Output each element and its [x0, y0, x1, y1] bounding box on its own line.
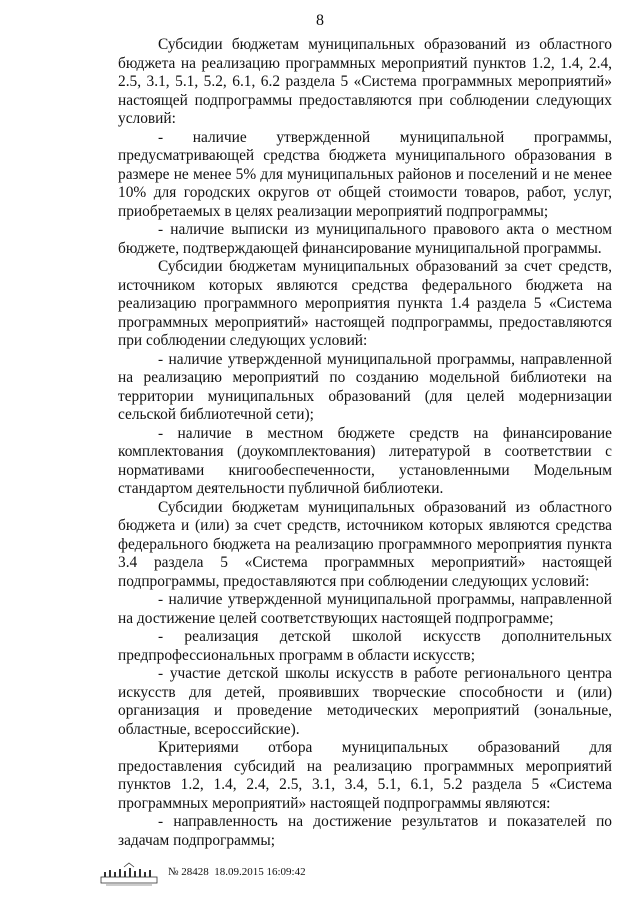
document-body [118, 36, 612, 850]
registration-stamp-text [168, 866, 306, 878]
list-item: - направленность на достижение результатов и показателей по задачам подпрограммы; [118, 813, 612, 849]
list-item: - наличие выписки из муниципального правового акта о местном бюджете, подтверждающей финансирование муниципальной программы. [118, 221, 612, 257]
paragraph: Критериями отбора муниципальных образований для предоставления субсидий на реализацию программных мероприятий пунктов 1.2, 1.4, 2.4, 2.5, 3.1, 3.4, 5.1, 6.1, 5.2 раздела 5 «Система программных мероприятий» настоящей подпрограммы являются: [118, 739, 612, 812]
timestamp: 18.09.2015 16:09:42 [214, 866, 306, 878]
paragraph: Субсидии бюджетам муниципальных образований за счет средств, источником которых являются средства федерального бюджета на реализацию программного мероприятия пункта 1.4 раздела 5 «Система программных мероприятий» настоящей подпрограммы, предоставляются при соблюдении следующих условий: [118, 258, 612, 349]
list-item: - реализация детской школой искусств дополнительных предпрофессиональных программ в области искусств; [118, 628, 612, 664]
list-item: - наличие утвержденной муниципальной программы, направленной на достижение целей соответствующих настоящей подпрограмме; [118, 591, 612, 627]
list-item: - наличие утвержденной муниципальной программы, предусматривающей средства бюджета муниципального образования в размере не менее 5% для муниципальных районов и поселений и не менее 10% для городских округов от общей стоимости товаров, работ, услуг, приобретаемых в целях реализации мероприятий подпрограммы; [118, 128, 612, 220]
registry-stamp-icon [100, 861, 158, 887]
page-number: 8 [316, 12, 324, 29]
document-number: № 28428 [168, 866, 209, 878]
list-item: - наличие в местном бюджете средств на финансирование комплектования (доукомплектования) литературой в соответствии с нормативами книгообеспеченности, установленными Модельным стандартом деятельности публичной библиотеки. [118, 424, 612, 497]
paragraph: Субсидии бюджетам муниципальных образований из областного бюджета на реализацию программных мероприятий пунктов 1.2, 1.4, 2.4, 2.5, 3.1, 5.1, 5.2, 6.1, 6.2 раздела 5 «Система программных мероприятий» настоящей подпрограммы предоставляются при соблюдении следующих условий: [118, 36, 612, 127]
list-item: - наличие утвержденной муниципальной программы, направленной на реализацию мероприятий по созданию модельной библиотеки на территории муниципальных образований (для целей модернизации сельской библиотечной сети); [118, 350, 612, 423]
paragraph: Субсидии бюджетам муниципальных образований из областного бюджета и (или) за счет средств, источником которых являются средства федерального бюджета на реализацию программного мероприятия пункта 3.4 раздела 5 «Система программных мероприятий» настоящей подпрограммы, предоставляются при соблюдении следующих условий: [118, 498, 612, 590]
list-item: - участие детской школы искусств в работе регионального центра искусств для детей, проявивших творческие способности и (или) организация и проведение методических мероприятий (зональные, областные, всероссийские). [118, 665, 612, 738]
